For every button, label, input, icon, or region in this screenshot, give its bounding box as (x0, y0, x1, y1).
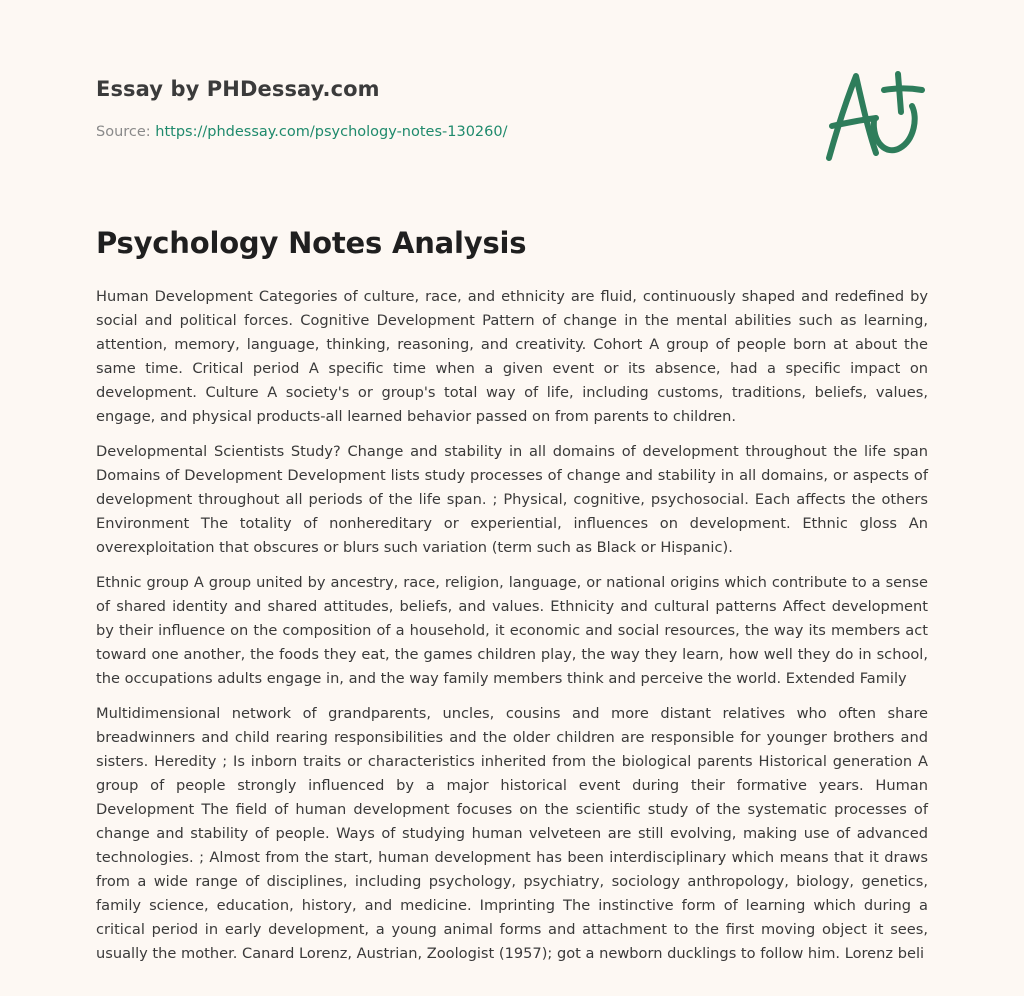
paragraph: Developmental Scientists Study? Change and stability in all domains of development throughout the life span Domains of Development Development lists study processes of change and stability in all domains, or aspects of development throughout all periods of the life span. ; Physical, cognitive, psychosocial. Each affects the others Environment The totality of nonhereditary or experiential, influences on development. Ethnic gloss An overexploitation that obscures or blurs such variation (term such as Black or Hispanic). (96, 443, 928, 556)
source-label: Source: (96, 124, 156, 140)
paragraph: Human Development Categories of culture, race, and ethnicity are fluid, continuously shaped and redefined by social and political forces. Cognitive Development Pattern of change in the mental abilities such as learning, attention, memory, language, thinking, reasoning, and creativity. Cohort A group of people born at about the same time. Critical period A specific time when a given event or its absence, had a specific impact on development. Culture A society's or group's total way of life, including customs, traditions, beliefs, values, engage, and physical products-all learned behavior passed on from parents to children. (96, 288, 928, 425)
site-brand: Essay by PHDessay.com (96, 77, 380, 101)
paragraph: Multidimensional network of grandparents, uncles, cousins and more distant relatives who often share breadwinners and child rearing responsibilities and the older children are responsible for younger brothers and sisters. Heredity ; Is inborn traits or characteristics inherited from the biological parents Historical generation A group of people strongly influenced by a major historical event during their formative years. Human Development The field of human development focuses on the scientific study of the systematic processes of change and stability of people. Ways of studying human velveteen are still evolving, making use of advanced technologies. ; Almost from the start, human development has been interdisciplinary which means that it draws from a wide range of disciplines, including psychology, psychiatry, sociology anthropology, biology, genetics, family science, education, history, and medicine. Imprinting The instinctive form of learning which during a critical period in early development, a young animal forms and attachment to the first moving object it sees, usually the mother. Canard Lorenz, Austrian, Zoologist (1957); got a newborn ducklings to follow him. Lorenz beli (96, 705, 928, 962)
source-line (96, 124, 508, 140)
source-link[interactable]: https://phdessay.com/psychology-notes-130260/ (155, 124, 508, 140)
article-title: Psychology Notes Analysis (96, 226, 527, 260)
article-body (96, 285, 928, 977)
paragraph: Ethnic group A group united by ancestry, race, religion, language, or national origins which contribute to a sense of shared identity and shared attitudes, beliefs, and values. Ethnicity and cultural patterns Affect development by their influence on the composition of a household, it economic and social resources, the way its members act toward one another, the foods they eat, the games children play, the way they learn, how well they do in school, the occupations adults engage in, and the way family members think and perceive the world. Extended Family (96, 574, 928, 687)
a-plus-grade-icon (822, 68, 932, 164)
